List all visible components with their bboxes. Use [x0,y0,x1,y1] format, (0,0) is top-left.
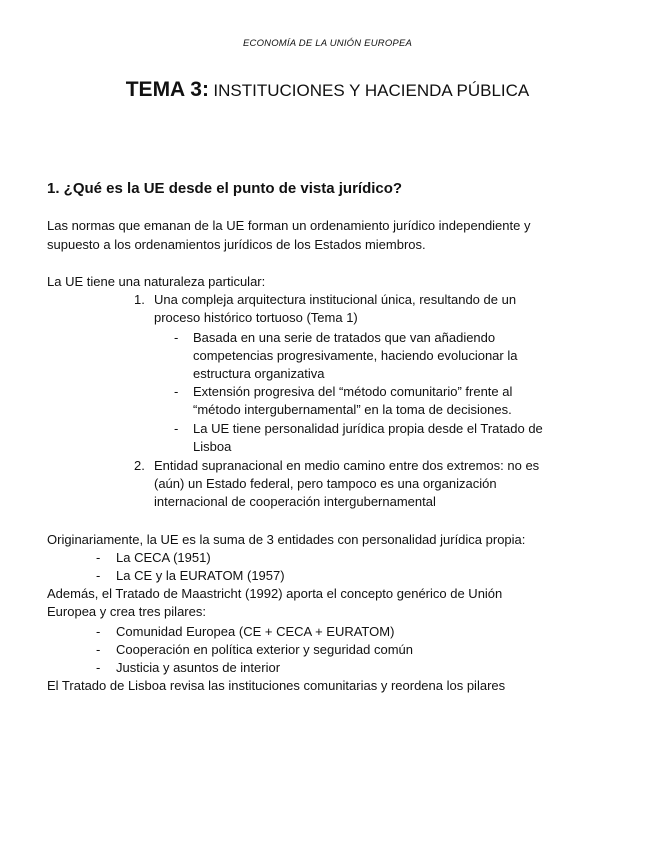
sublist-marker: - [174,330,179,345]
sublist-item-line: Basada en una serie de tratados que van añadiendo [193,330,496,345]
sublist-item-line: Lisboa [193,439,232,454]
sublist-marker: - [174,421,179,436]
nature-label: La UE tiene una naturaleza particular: [47,274,266,289]
maastricht-line: Además, el Tratado de Maastricht (1992) aporta el concepto genérico de Unión [47,586,503,601]
list-item-line: Una compleja arquitectura institucional única, resultando de un [154,292,517,307]
section-heading: 1. ¿Qué es la UE desde el punto de vista jurídico? [47,180,403,197]
pillar-item: Cooperación en política exterior y seguridad común [116,642,414,657]
list-item-line: internacional de cooperación intergubernamental [154,494,436,509]
sublist-item-line: La UE tiene personalidad jurídica propia desde el Tratado de [193,421,543,436]
dash-marker: - [96,660,101,675]
list-marker: 2. [134,458,145,473]
sublist-item-line: “método intergubernamental” en la toma de decisiones. [193,402,512,417]
sublist-item-line: estructura organizativa [193,366,325,381]
list-item-line: Entidad supranacional en medio camino entre dos extremos: no es [154,458,540,473]
maastricht-line: Europea y crea tres pilares: [47,604,206,619]
origin-label: Originariamente, la UE es la suma de 3 entidades con personalidad jurídica propia: [47,532,526,547]
dash-marker: - [96,642,101,657]
intro-line: Las normas que emanan de la UE forman un ordenamiento jurídico independiente y [47,218,531,233]
title-number: TEMA 3: [125,78,209,101]
intro-line: supuesto a los ordenamientos jurídicos de los Estados miembros. [47,237,426,252]
pillar-item: Justicia y asuntos de interior [116,660,281,675]
page-title [0,78,655,102]
sublist-marker: - [174,384,179,399]
sublist-item-line: competencias progresivamente, haciendo evolucionar la [193,348,518,363]
list-item-line: (aún) un Estado federal, pero tampoco es una organización [154,476,497,491]
title-text: INSTITUCIONES Y HACIENDA PÚBLICA [213,81,530,100]
dash-marker: - [96,550,101,565]
list-item-line: proceso histórico tortuoso (Tema 1) [154,310,358,325]
lisbon-line: El Tratado de Lisboa revisa las instituciones comunitarias y reordena los pilares [47,678,506,693]
list-marker: 1. [134,292,145,307]
sublist-item-line: Extensión progresiva del “método comunitario” frente al [193,384,513,399]
origin-item: La CECA (1951) [116,550,211,565]
dash-marker: - [96,624,101,639]
running-header: ECONOMÍA DE LA UNIÓN EUROPEA [242,38,413,49]
origin-item: La CE y la EURATOM (1957) [116,568,285,583]
pillar-item: Comunidad Europea (CE + CECA + EURATOM) [116,624,395,639]
dash-marker: - [96,568,101,583]
